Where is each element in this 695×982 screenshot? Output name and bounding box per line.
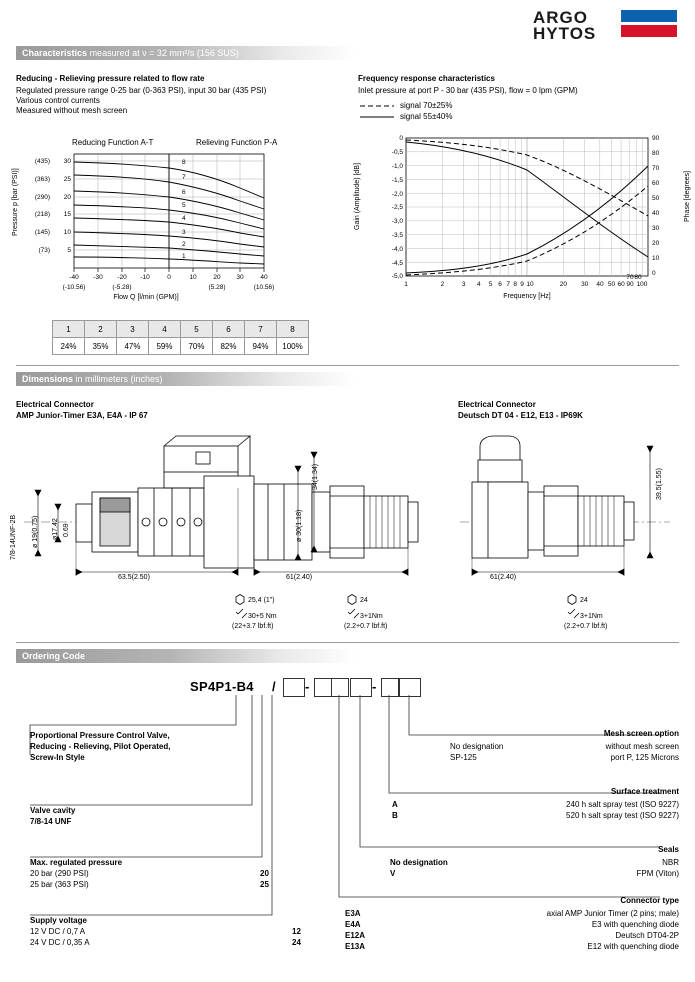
svg-text:30: 30 [236, 274, 244, 281]
dim-h34-label: 34(1.34) [312, 463, 319, 490]
cur-head-7: 7 [245, 321, 277, 338]
cur-val-1: 24% [53, 338, 85, 355]
torque-2a: 3+1Nm [360, 613, 383, 620]
svg-text:5: 5 [182, 202, 186, 209]
cur-val-3: 47% [117, 338, 149, 355]
section-dimensions-title: Dimensions in millimeters (inches) [22, 374, 163, 384]
connector-right-line2: Deutsch DT 04 - E12, E13 - IP69K [458, 411, 583, 420]
svg-text:-1,0: -1,0 [391, 163, 403, 170]
divider-1 [16, 365, 679, 366]
svg-text:-3,5: -3,5 [391, 232, 403, 239]
connector-left-line1: Electrical Connector [16, 400, 94, 409]
valve-drawing-left [14, 430, 434, 590]
connector-right-line1: Electrical Connector [458, 400, 536, 409]
logo-hytos-text: HYTOS [533, 24, 597, 43]
svg-text:3: 3 [182, 229, 186, 236]
ordering-left-3-code2: 20 [260, 869, 269, 878]
frequency-response-chart [358, 128, 678, 303]
ordering-left-4-line1: Supply voltage [30, 916, 87, 925]
ordering-dash-1: - [305, 679, 310, 694]
svg-text:Frequency [Hz]: Frequency [Hz] [503, 293, 551, 300]
current-steps-table [52, 320, 309, 355]
svg-text:9: 9 [520, 281, 524, 288]
ordering-right-3-text-2: FPM (Viton) [636, 869, 679, 878]
logo-blue-bar [621, 10, 677, 22]
svg-text:10: 10 [526, 281, 534, 288]
ordering-code-prefix: SP4P1-B4 [190, 679, 254, 694]
svg-text:40: 40 [596, 281, 604, 288]
ordering-right-1-code-2: SP-125 [450, 753, 477, 762]
svg-text:30: 30 [63, 158, 71, 165]
right-chart-title: Frequency response characteristics [358, 74, 495, 83]
ordering-right-3-code-2: V [390, 869, 396, 878]
ordering-left-4-code3: 24 [292, 938, 301, 947]
svg-text:3: 3 [461, 281, 466, 288]
svg-text:8: 8 [182, 159, 186, 166]
svg-text:80: 80 [634, 274, 642, 281]
torque-1b: (22+3.7 lbf.ft) [232, 623, 274, 630]
dim-thread-label: 7/8-14UNF-2B [10, 514, 17, 560]
ordering-right-1-text-1: without mesh screen [605, 742, 679, 751]
svg-text:6: 6 [182, 189, 186, 196]
svg-text:10: 10 [63, 229, 71, 236]
ordering-right-3-text-1: NBR [662, 858, 679, 867]
left-chart-panel-label-1: Reducing Function A-T [72, 138, 154, 147]
svg-text:(-10.56): (-10.56) [62, 284, 86, 291]
svg-text:7: 7 [182, 174, 186, 181]
connector-left-line2: AMP Junior-Timer E3A, E4A - IP 67 [16, 411, 148, 420]
right-chart-legend-lines [358, 100, 398, 124]
svg-text:60: 60 [617, 281, 625, 288]
left-chart-line-1: Regulated pressure range 0-25 bar (0-363 PSI), input 30 bar (435 PSI) [16, 86, 267, 95]
ordering-right-1-text-2: port P, 125 Microns [610, 753, 679, 762]
ordering-right-4-text-1: axial AMP Junior Timer (2 pins; male) [546, 909, 679, 918]
logo-argo-text: ARGO [533, 8, 588, 27]
svg-text:90: 90 [652, 135, 660, 142]
svg-text:0: 0 [167, 274, 171, 281]
dim-hex25-label: 25,4 (1") [248, 597, 275, 604]
svg-text:-1,5: -1,5 [391, 177, 403, 184]
svg-text:20: 20 [652, 240, 660, 247]
cur-head-4: 4 [149, 321, 181, 338]
ordering-right-4-code-2: E4A [345, 920, 361, 929]
svg-text:30: 30 [581, 281, 589, 288]
svg-text:(-5.28): (-5.28) [112, 284, 132, 291]
ordering-right-4-code-4: E13A [345, 942, 366, 951]
logo-red-bar [621, 25, 677, 37]
svg-text:-4,5: -4,5 [391, 260, 403, 267]
ordering-left-4-line2: 12 V DC / 0,7 A [30, 927, 86, 936]
ordering-left-1-line3: Screw-In Style [30, 753, 85, 762]
dim-h395-label: 39.5(1.55) [656, 468, 663, 500]
svg-text:(435): (435) [34, 158, 50, 165]
svg-text:0: 0 [399, 135, 403, 142]
torque-3b: (2.2+0.7 lbf.ft) [564, 623, 608, 630]
left-chart-line-2: Various control currents [16, 96, 100, 105]
svg-text:50: 50 [607, 281, 616, 288]
cur-head-6: 6 [213, 321, 245, 338]
ordering-right-3-title: Seals [658, 845, 679, 854]
ordering-right-2-title: Surface treatment [610, 787, 679, 796]
svg-text:4: 4 [476, 281, 481, 288]
ordering-left-2-line2: 7/8-14 UNF [30, 817, 72, 826]
svg-text:2: 2 [440, 281, 445, 288]
torque-2b: (2.2+0.7 lbf.ft) [344, 623, 388, 630]
svg-text:30: 30 [652, 225, 660, 232]
svg-text:70: 70 [626, 274, 634, 281]
table-row-headers [53, 321, 309, 338]
dim-hex24-label: 24 [360, 597, 368, 604]
ordering-right-4-title: Connector type [620, 896, 679, 905]
ordering-right-2-text-2: 520 h salt spray test (ISO 9227) [566, 811, 679, 820]
svg-text:20: 20 [63, 194, 71, 201]
left-chart-title: Reducing - Relieving pressure related to flow rate [16, 74, 205, 83]
dim-d30-label: ø 30(1.18) [296, 509, 303, 542]
cur-val-4: 59% [149, 338, 181, 355]
ordering-dash-2: - [372, 679, 377, 694]
ordering-right-2-text-1: 240 h salt spray test (ISO 9227) [566, 800, 679, 809]
section-ordering-bar [16, 649, 356, 663]
dim-w61b-label: 61(2.40) [490, 574, 517, 581]
section-ordering-title: Ordering Code [22, 651, 86, 661]
svg-text:2: 2 [182, 241, 186, 248]
ordering-right-2-code-2: B [392, 811, 398, 820]
right-chart-legend-1: signal 70±25% [400, 101, 453, 110]
ordering-code-slash: / [272, 679, 276, 694]
cur-head-3: 3 [117, 321, 149, 338]
svg-text:-2,5: -2,5 [391, 204, 403, 211]
cur-head-1: 1 [53, 321, 85, 338]
ordering-right-4-text-2: E3 with quenching diode [591, 920, 679, 929]
cur-head-2: 2 [85, 321, 117, 338]
svg-text:40: 40 [260, 274, 268, 281]
dim-d17-label: ø17.42 [52, 518, 59, 540]
svg-text:-3,0: -3,0 [391, 218, 403, 225]
svg-text:5: 5 [488, 281, 493, 288]
svg-text:-2,0: -2,0 [391, 191, 403, 198]
svg-text:20: 20 [559, 281, 568, 288]
cur-head-8: 8 [277, 321, 309, 338]
svg-text:-30: -30 [93, 274, 103, 281]
svg-text:4: 4 [182, 215, 186, 222]
torque-3a: 3+1Nm [580, 613, 603, 620]
ordering-right-1-title: Mesh screen option [603, 729, 679, 738]
dim-069-label: 0.69 [63, 523, 70, 537]
svg-text:-20: -20 [117, 274, 127, 281]
left-chart-line-3: Measured without mesh screen [16, 106, 128, 115]
svg-text:6: 6 [498, 281, 502, 288]
svg-text:15: 15 [63, 211, 71, 218]
svg-text:25: 25 [63, 176, 71, 183]
svg-text:10: 10 [652, 255, 660, 262]
dim-hex24b-label: 24 [580, 597, 588, 604]
dim-d19-label: ø 19(0.75) [32, 515, 39, 548]
section-dimensions-bar [16, 372, 356, 386]
table-row-values [53, 338, 309, 355]
divider-2 [16, 642, 679, 643]
ordering-left-3-code3: 25 [260, 880, 269, 889]
ordering-left-2-line1: Valve cavity [30, 806, 76, 815]
cur-val-6: 82% [213, 338, 245, 355]
ordering-left-3-line3: 25 bar (363 PSI) [30, 880, 89, 889]
right-chart-ylabel-right: Phase [degrees] [684, 171, 691, 222]
cur-val-8: 100% [277, 338, 309, 355]
svg-text:(290): (290) [34, 194, 50, 201]
svg-text:80: 80 [652, 150, 660, 157]
svg-text:7: 7 [506, 281, 511, 288]
ordering-left-4-line3: 24 V DC / 0,35 A [30, 938, 90, 947]
valve-drawing-right [450, 430, 680, 590]
svg-text:-5,0: -5,0 [391, 273, 403, 280]
svg-text:(363): (363) [34, 176, 50, 183]
svg-text:0: 0 [652, 270, 656, 277]
svg-text:60: 60 [652, 180, 660, 187]
section-characteristics-bar [16, 46, 356, 60]
svg-text:5: 5 [67, 247, 71, 254]
svg-text:(5.28): (5.28) [208, 284, 226, 291]
svg-text:1: 1 [404, 281, 408, 288]
ordering-right-3-code-1: No designation [390, 858, 448, 867]
dim-w635-label: 63.5(2.50) [118, 574, 150, 581]
svg-text:Flow Q [l/min (GPM)]: Flow Q [l/min (GPM)] [113, 294, 179, 301]
svg-text:-40: -40 [69, 274, 79, 281]
dim-w61-label: 61(2.40) [286, 574, 313, 581]
left-chart-ylabel: Pressure p [bar (PSI)] [12, 168, 19, 236]
ordering-left-1-line2: Reducing - Relieving, Pilot Operated, [30, 742, 171, 751]
svg-text:20: 20 [213, 274, 221, 281]
svg-text:90: 90 [626, 281, 634, 288]
ordering-left-1-line1: Proportional Pressure Control Valve, [30, 731, 170, 740]
ordering-right-4-text-4: E12 with quenching diode [587, 942, 679, 951]
svg-text:50: 50 [652, 195, 660, 202]
svg-text:-10: -10 [140, 274, 150, 281]
svg-text:(10.56): (10.56) [253, 284, 275, 291]
cur-val-5: 70% [181, 338, 213, 355]
right-chart-ylabel-left: Gain (Amplitude) [dB] [354, 163, 361, 230]
ordering-right-4-code-1: E3A [345, 909, 361, 918]
cur-val-7: 94% [245, 338, 277, 355]
section-characteristics-title: Characteristics measured at ν = 32 mm²/s (156 SUS) [22, 48, 239, 58]
svg-text:70: 70 [652, 165, 660, 172]
svg-text:(218): (218) [34, 211, 50, 218]
ordering-right-2-code-1: A [392, 800, 398, 809]
ordering-right-4-code-3: E12A [345, 931, 366, 940]
left-chart-panel-label-2: Relieving Function P-A [196, 138, 278, 147]
ordering-left-3-line1: Max. regulated pressure [30, 858, 123, 867]
ordering-left-4-code2: 12 [292, 927, 301, 936]
svg-text:8: 8 [513, 281, 518, 288]
flow-pressure-chart [16, 146, 326, 301]
svg-text:100: 100 [636, 281, 648, 288]
svg-text:10: 10 [189, 274, 197, 281]
cur-head-5: 5 [181, 321, 213, 338]
svg-text:(145): (145) [34, 229, 50, 236]
svg-text:1: 1 [182, 253, 186, 260]
torque-1a: 30+5 Nm [248, 613, 277, 620]
ordering-right-1-code-1: No designation [450, 742, 504, 751]
svg-text:(73): (73) [38, 247, 50, 254]
svg-text:-0,5: -0,5 [391, 149, 403, 156]
right-chart-line-1: Inlet pressure at port P - 30 bar (435 PSI), flow = 0 lpm (GPM) [358, 86, 578, 95]
svg-text:-4,0: -4,0 [391, 246, 403, 253]
right-chart-legend-2: signal 55±40% [400, 112, 453, 121]
cur-val-2: 35% [85, 338, 117, 355]
ordering-left-3-line2: 20 bar (290 PSI) [30, 869, 89, 878]
svg-text:40: 40 [652, 210, 660, 217]
ordering-right-4-text-3: Deutsch DT04-2P [615, 931, 679, 940]
argo-hytos-logo [533, 8, 679, 43]
